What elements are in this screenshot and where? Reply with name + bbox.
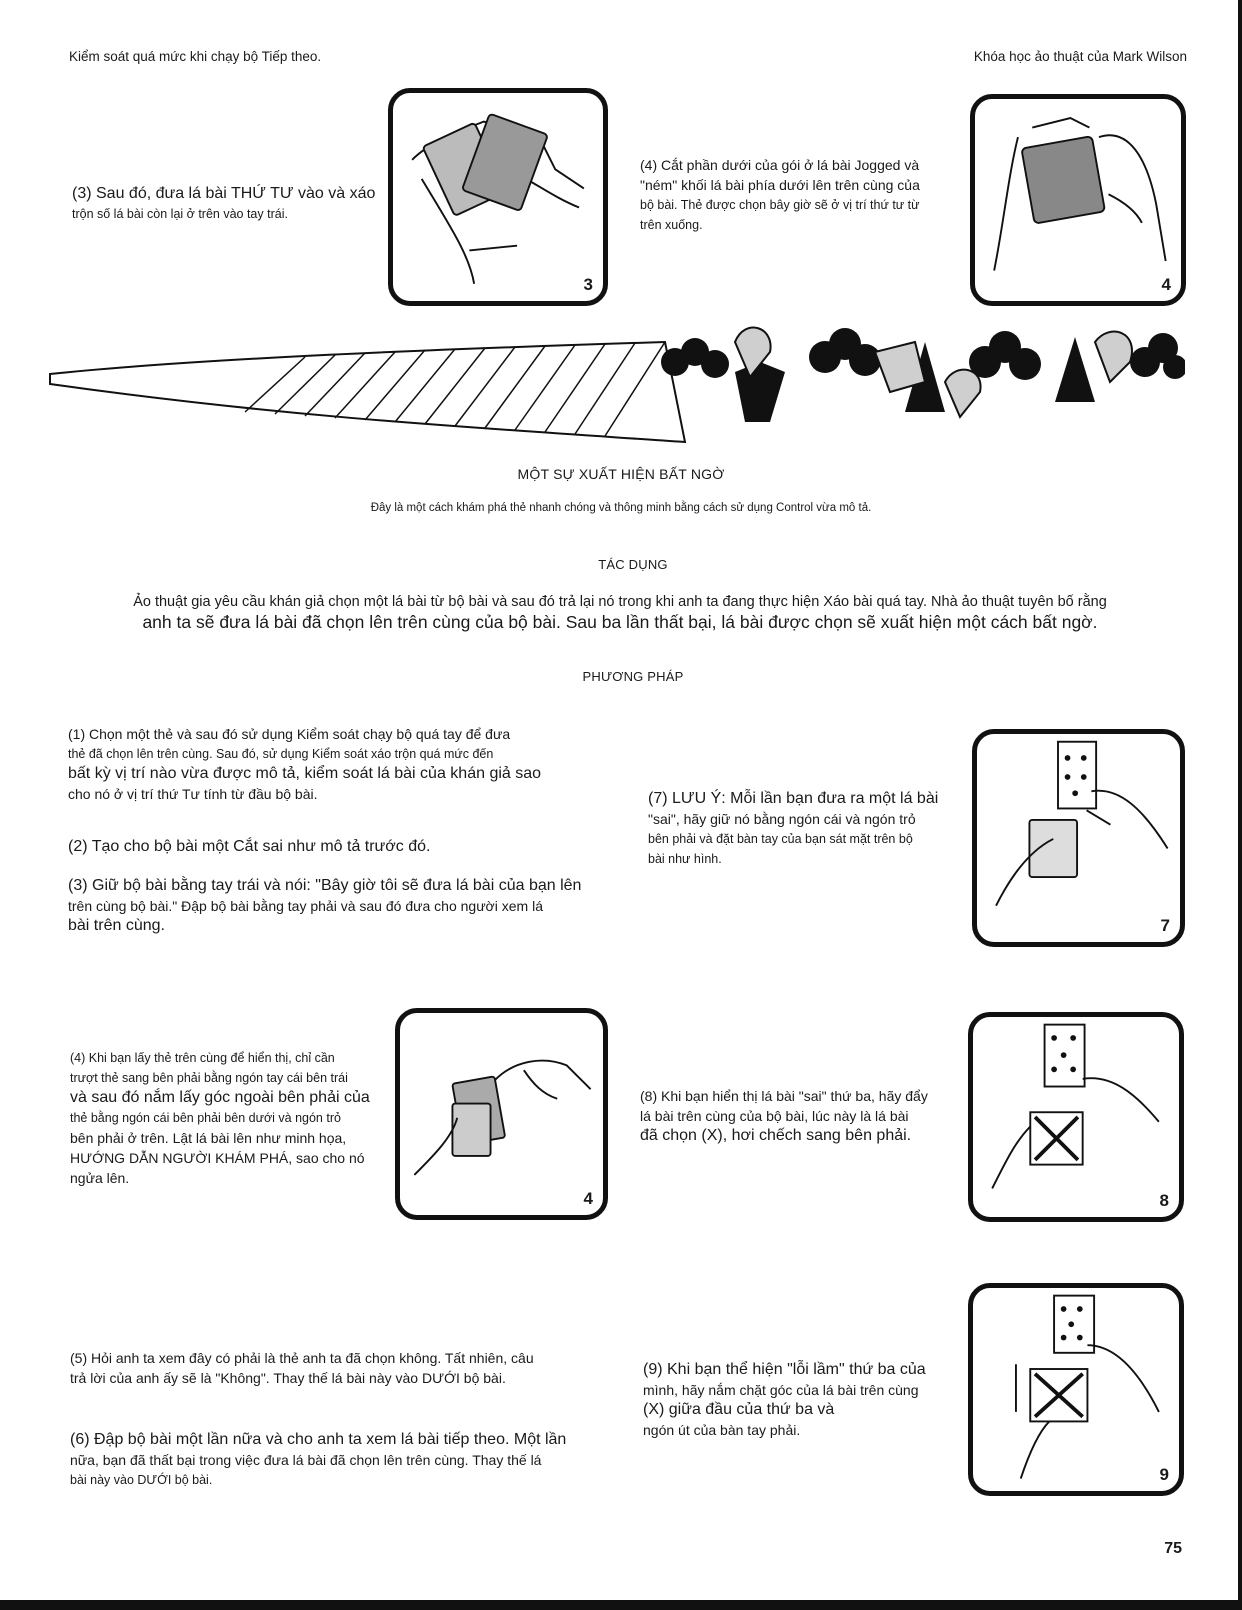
step-3-text — [72, 184, 382, 224]
page-number: 75 — [1164, 1540, 1182, 1557]
method-step-1-line: thẻ đã chọn lên trên cùng. Sau đó, sử dụng Kiểm soát xáo trộn quá mức đến — [68, 747, 494, 761]
method-step-6 — [70, 1430, 590, 1490]
illustration-figure-4-top — [970, 94, 1186, 306]
figure-number: 4 — [1161, 275, 1171, 294]
method-step-8-line: đã chọn (X), hơi chếch sang bên phải. — [640, 1127, 912, 1144]
method-step-1 — [68, 724, 588, 804]
hands-shuffling-illustration — [393, 93, 603, 301]
method-step-4-line: HƯỚNG DẪN NGƯỜI KHÁM PHÁ, sao cho nó — [70, 1150, 365, 1166]
method-step-4 — [70, 1048, 390, 1188]
section-title: MỘT SỰ XUẤT HIỆN BẤT NGỜ — [517, 466, 725, 482]
effect-text-line: Ảo thuật gia yêu cầu khán giả chọn một lá bài từ bộ bài và sau đó trả lại nó trong khi anh ta đang thực hiện Xáo bài quá tay. Nhà ảo thuật tuyên bố rằng — [133, 594, 1107, 610]
method-step-8-line: (8) Khi bạn hiển thị lá bài "sai" thứ ba, hãy đẩy — [640, 1088, 928, 1104]
method-step-9-line: (X) giữa đầu của thứ ba và — [643, 1401, 835, 1418]
method-step-9-line: (9) Khi bạn thể hiện "lỗi lầm" thứ ba của — [643, 1361, 926, 1378]
hands-cutting-deck-illustration — [975, 99, 1181, 301]
method-step-4-line: trượt thẻ sang bên phải bằng ngón tay cái bên trái — [70, 1071, 348, 1085]
effect-text-line: anh ta sẽ đưa lá bài đã chọn lên trên cùng của bộ bài. Sau ba lần thất bại, lá bài được chọn sẽ xuất hiện một cách bất ngờ. — [142, 612, 1098, 632]
card-ribbon-decoration — [45, 322, 1185, 452]
method-step-4-line: thẻ bằng ngón cái bên phải bên dưới và ngón trỏ — [70, 1111, 341, 1125]
illustration-figure-8 — [968, 1012, 1184, 1222]
figure-number: 7 — [1160, 916, 1170, 935]
running-header-left: Kiểm soát quá mức khi chạy bộ Tiếp theo. — [69, 49, 322, 64]
figure-number: 3 — [583, 275, 593, 294]
illustration-figure-9 — [968, 1283, 1184, 1496]
method-step-4-line: (4) Khi bạn lấy thẻ trên cùng để hiển thị, chỉ cần — [70, 1051, 335, 1065]
step-4-text — [640, 155, 950, 235]
figure-number: 8 — [1159, 1191, 1169, 1210]
method-step-7-line: "sai", hãy giữ nó bằng ngón cái và ngón trỏ — [648, 811, 916, 827]
method-step-4-line: và sau đó nắm lấy góc ngoài bên phải của — [70, 1089, 370, 1106]
step-4-line: trên xuống. — [640, 218, 703, 232]
step-4-line: bộ bài. Thẻ được chọn bây giờ sẽ ở vị trí thứ tư từ — [640, 198, 920, 212]
page-bottom-border — [0, 1600, 1242, 1610]
method-step-2: (2) Tạo cho bộ bài một Cắt sai như mô tả trước đó. — [68, 838, 431, 855]
method-step-1-line: (1) Chọn một thẻ và sau đó sử dụng Kiểm soát chạy bộ quá tay để đưa — [68, 726, 511, 742]
hand-holding-card-illustration — [977, 734, 1180, 942]
page-right-border — [1238, 0, 1242, 1610]
hand-pushing-card-illustration — [973, 1017, 1179, 1217]
step-4-line: (4) Cắt phần dưới của gói ở lá bài Jogged và — [640, 157, 920, 173]
method-step-6-line: nữa, bạn đã thất bại trong việc đưa lá bài đã chọn lên trên cùng. Thay thế lá — [70, 1452, 542, 1468]
method-step-4-line: ngửa lên. — [70, 1170, 130, 1186]
method-step-9 — [643, 1360, 963, 1440]
method-step-5-line: trả lời của anh ấy sẽ là "Không". Thay thế lá bài này vào DƯỚI bộ bài. — [70, 1370, 506, 1386]
section-intro: Đây là một cách khám phá thẻ nhanh chóng và thông minh bằng cách sử dụng Control vừa mô tả. — [370, 502, 872, 514]
figure-number: 9 — [1159, 1465, 1169, 1484]
method-step-8-line: lá bài trên cùng của bộ bài, lúc này là lá bài — [640, 1108, 909, 1124]
method-step-1-line: cho nó ở vị trí thứ Tư tính từ đầu bộ bài. — [68, 786, 318, 802]
illustration-figure-3 — [388, 88, 608, 306]
method-step-3-line: bài trên cùng. — [68, 917, 165, 934]
hand-gripping-card-illustration — [973, 1288, 1179, 1491]
method-step-7-line: bên phải và đặt bàn tay của bạn sát mặt trên bộ — [648, 832, 913, 846]
method-step-6-line: bài này vào DƯỚI bộ bài. — [70, 1473, 213, 1487]
figure-number: 4 — [583, 1189, 593, 1208]
method-step-7-line: bài như hình. — [648, 852, 722, 866]
effect-heading: TÁC DỤNG — [598, 557, 668, 572]
method-heading: PHƯƠNG PHÁP — [582, 669, 684, 684]
method-step-4-line: bên phải ở trên. Lật lá bài lên như minh họa, — [70, 1130, 347, 1146]
method-step-3-line: trên cùng bộ bài." Đập bộ bài bằng tay phải và sau đó đưa cho người xem lá — [68, 898, 543, 914]
method-step-5 — [70, 1348, 590, 1388]
method-step-5-line: (5) Hỏi anh ta xem đây có phải là thẻ anh ta đã chọn không. Tất nhiên, câu — [70, 1350, 534, 1366]
method-step-7 — [648, 789, 968, 869]
step-3-line: (3) Sau đó, đưa lá bài THỨ TƯ vào và xáo — [72, 185, 376, 202]
illustration-figure-4-method — [395, 1008, 608, 1220]
method-step-7-line: (7) LƯU Ý: Mỗi lần bạn đưa ra một lá bài — [648, 790, 939, 807]
method-step-9-line: mình, hãy nắm chặt góc của lá bài trên cùng — [643, 1382, 919, 1398]
hands-turning-card-illustration — [400, 1013, 603, 1215]
method-step-9-line: ngón út của bàn tay phải. — [643, 1422, 801, 1438]
method-step-8 — [640, 1086, 960, 1146]
step-3-line: trộn số lá bài còn lại ở trên vào tay trái. — [72, 207, 288, 221]
step-4-line: "ném" khối lá bài phía dưới lên trên cùng của — [640, 177, 920, 193]
method-step-6-line: (6) Đập bộ bài một lần nữa và cho anh ta xem lá bài tiếp theo. Một lần — [70, 1431, 567, 1448]
method-step-1-line: bất kỳ vị trí nào vừa được mô tả, kiểm soát lá bài của khán giả sao — [68, 765, 542, 782]
running-header-right: Khóa học ảo thuật của Mark Wilson — [973, 49, 1187, 64]
method-step-3-line: (3) Giữ bộ bài bằng tay trái và nói: "Bây giờ tôi sẽ đưa lá bài của bạn lên — [68, 877, 582, 894]
illustration-figure-7 — [972, 729, 1185, 947]
method-step-3 — [68, 876, 608, 936]
